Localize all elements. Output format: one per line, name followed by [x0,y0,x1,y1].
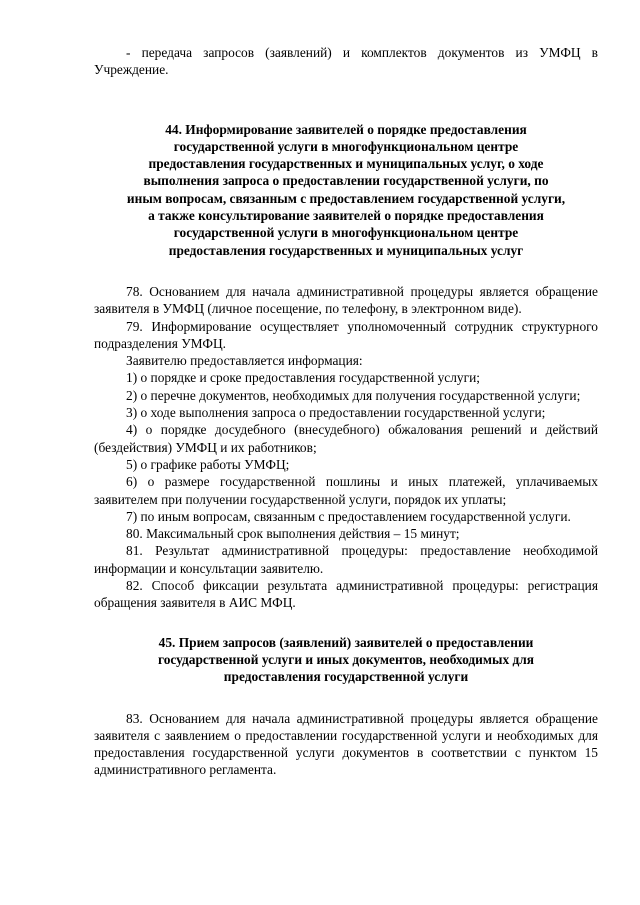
paragraph-82: 82. Способ фиксации результата административной процедуры: регистрация обращения заявителя в АИС МФЦ. [94,578,598,611]
list-item-6: 6) о размере государственной пошлины и иных платежей, уплачиваемых заявителем при получении государственной услуги, порядок их уплаты; [94,474,598,507]
list-item-5: 5) о графике работы УМФЦ; [126,456,290,472]
list-item-2: 2) о перечне документов, необходимых для получения государственной услуги; [126,387,581,403]
intro-paragraph: - передача запросов (заявлений) и комплектов документов из УМФЦ в Учреждение. [94,45,598,78]
info-intro: Заявителю предоставляется информация: [126,353,363,369]
list-item-4: 4) о порядке досудебного (внесудебного) обжалования решений и действий (бездействия) УМФЦ и их работников; [94,422,598,455]
paragraph-81: 81. Результат административной процедуры: предоставление необходимой информации и консультации заявителю. [94,543,598,576]
section-44-heading: 44. Информирование заявителей о порядке предоставления государственной услуги в многофункциональном центре предоставления государственных и муниципальных услуг, о ходе выполнения запроса о предоставлении государственной услуги, по иным вопросам, связанным с предоставлением государственной услуги, а также консультирование заявителей о порядке предоставления государственной услуги в многофункциональном центре предоставления государственных и муниципальных услуг [126,121,566,258]
section-45-heading: 45. Прием запросов (заявлений) заявителей о предоставлении государственной услуги и иных документов, необходимых для предоставления государственной услуги [157,634,535,685]
document-page [94,44,598,779]
list-item-3: 3) о ходе выполнения запроса о предоставлении государственной услуги; [126,405,546,421]
paragraph-78: 78. Основанием для начала административной процедуры является обращение заявителя в УМФЦ (личное посещение, по телефону, в электронном виде). [94,283,598,317]
paragraph-79: 79. Информирование осуществляет уполномоченный сотрудник структурного подразделения УМФЦ. [94,318,598,351]
section-45-body [94,710,598,779]
section-44-body [94,283,598,612]
paragraph-83: 83. Основанием для начала административной процедуры является обращение заявителя с заявлением о предоставлении государственной услуги и необходимых для предоставления государственной услуги документов в соответствии с пунктом 15 административного регламента. [94,710,598,778]
list-item-1: 1) о порядке и сроке предоставления государственной услуги; [126,370,481,386]
paragraph-80: 80. Максимальный срок выполнения действия – 15 минут; [126,526,460,542]
list-item-7: 7) по иным вопросам, связанным с предоставлением государственной услуги. [126,508,571,524]
